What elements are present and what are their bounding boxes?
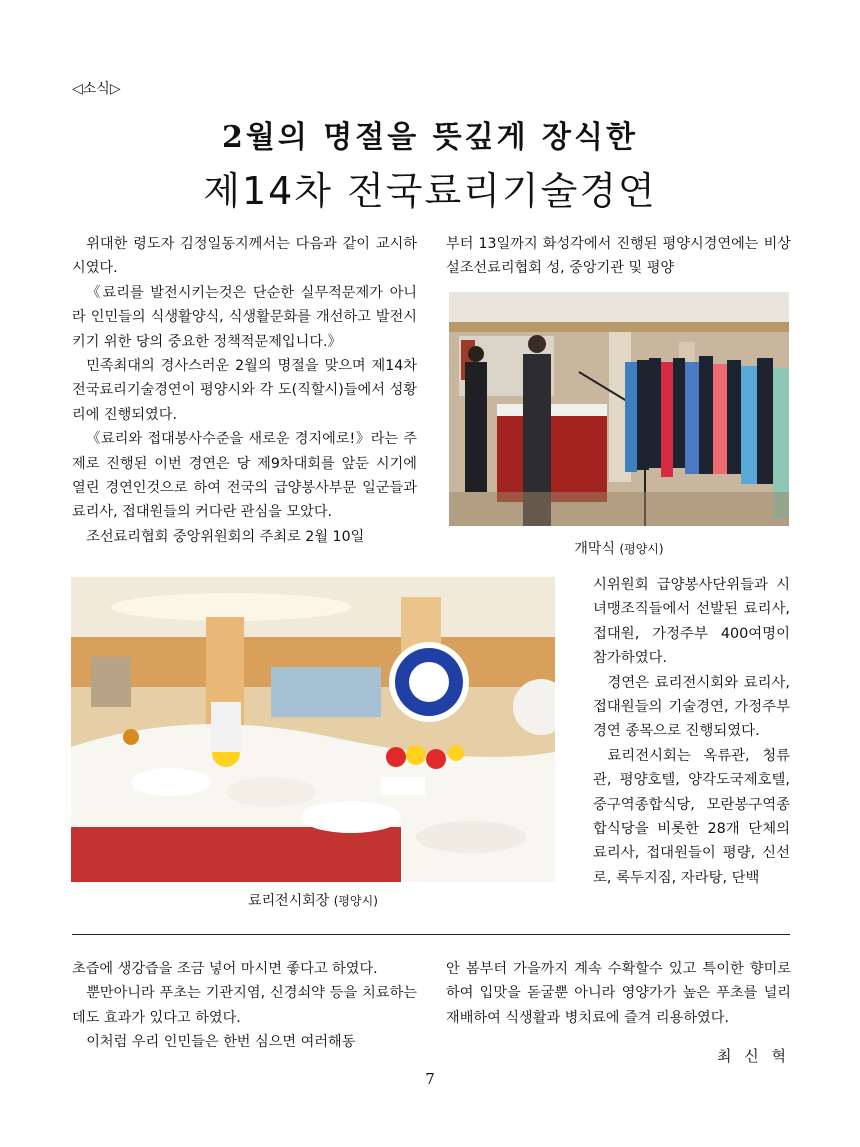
opening-ceremony-caption	[449, 538, 789, 558]
opening-ceremony-photo	[449, 292, 789, 526]
paragraph: 《료리와 접대봉사수준을 새로운 경지에로!》라는 주제로 진행된 이번 경연은 당 제9차대회를 앞둔 시기에 열린 경연인것으로 하여 전국의 급양봉사부문 일군들과 료리사, 접대원들의 커다란 관심을 모았다.	[72, 431, 417, 521]
paragraph: 이처럼 우리 인민들은 한번 심으면 여러해동	[86, 1034, 356, 1051]
paragraph: 안 봄부터 가을까지 계속 수확할수 있고 특이한 향미로 하여 입맛을 돋굴뿐 아니라 영양가가 높은 푸초를 널리 재배하여 식생활과 병치료에 즐겨 리용하였다.	[446, 961, 791, 1026]
paragraph: 《료리를 발전시키는것은 단순한 실무적문제가 아니라 인민들의 식생활양식, 식생활문화를 개선하고 발전시키기 위한 당의 중요한 정책적문제입니다.》	[72, 284, 417, 350]
section-tag: ◁소식▷	[72, 81, 121, 97]
caption-main: 개막식	[574, 541, 615, 557]
article-column-right-middle	[593, 573, 790, 890]
exhibition-hall-photo	[71, 577, 555, 882]
exhibition-hall-caption	[71, 890, 555, 910]
paragraph: 위대한 령도자 김정일동지께서는 다음과 같이 교시하시였다.	[72, 236, 417, 277]
opening-ceremony-illustration	[449, 292, 789, 526]
exhibition-hall-illustration	[71, 577, 555, 882]
paragraph: 경연은 료리전시회와 료리사, 접대원들의 기술경연, 가정주부경연 종목으로 진행되였다.	[593, 674, 790, 740]
article-column-right-top	[446, 232, 791, 281]
article-column-bottom-right	[446, 957, 791, 1030]
article-title-line1: 2월의 명절을 뜻깊게 장식한	[222, 120, 638, 155]
paragraph: 뿐만아니라 푸초는 기관지염, 신경쇠약 등을 치료하는데도 효과가 있다고 하였다.	[72, 985, 417, 1026]
article-title-line2: 제14차 전국료리기술경연	[203, 169, 657, 213]
section-divider	[72, 934, 790, 935]
paragraph: 부터 13일까지 화성각에서 진행된 평양시경연에는 비상설조선료리협회 성, 중앙기관 및 평양	[446, 236, 791, 277]
paragraph: 시위원회 급양봉사단위들과 시녀맹조직들에서 선발된 료리사, 접대원, 가정주부 400여명이 참가하였다.	[593, 577, 790, 667]
article-column-bottom-left	[72, 957, 417, 1055]
paragraph: 민족최대의 경사스러운 2월의 명절을 맞으며 제14차 전국료리기술경연이 평양시와 각 도(직할시)들에서 성황리에 진행되였다.	[72, 358, 417, 423]
page-number: 7	[425, 1070, 435, 1088]
author-name: 최 신 혁	[716, 1047, 790, 1065]
caption-sub: (평양시)	[333, 894, 378, 908]
paragraph: 료리전시회는 옥류관, 청류관, 평양호텔, 양각도국제호텔, 중구역종합식당, 모란봉구역종합식당을 비롯한 28개 단체의 료리사, 접대원들이 평량, 신선로, 록두지짐, 자라탕, 단백	[593, 747, 790, 886]
caption-main: 료리전시회장	[248, 893, 330, 909]
article-column-left-top	[72, 232, 417, 549]
paragraph: 초즙에 생강즙을 조금 넣어 마시면 좋다고 하였다.	[72, 961, 378, 977]
caption-sub: (평양시)	[619, 542, 664, 556]
paragraph: 조선료리협회 중앙위원회의 주최로 2월 10일	[86, 528, 365, 545]
